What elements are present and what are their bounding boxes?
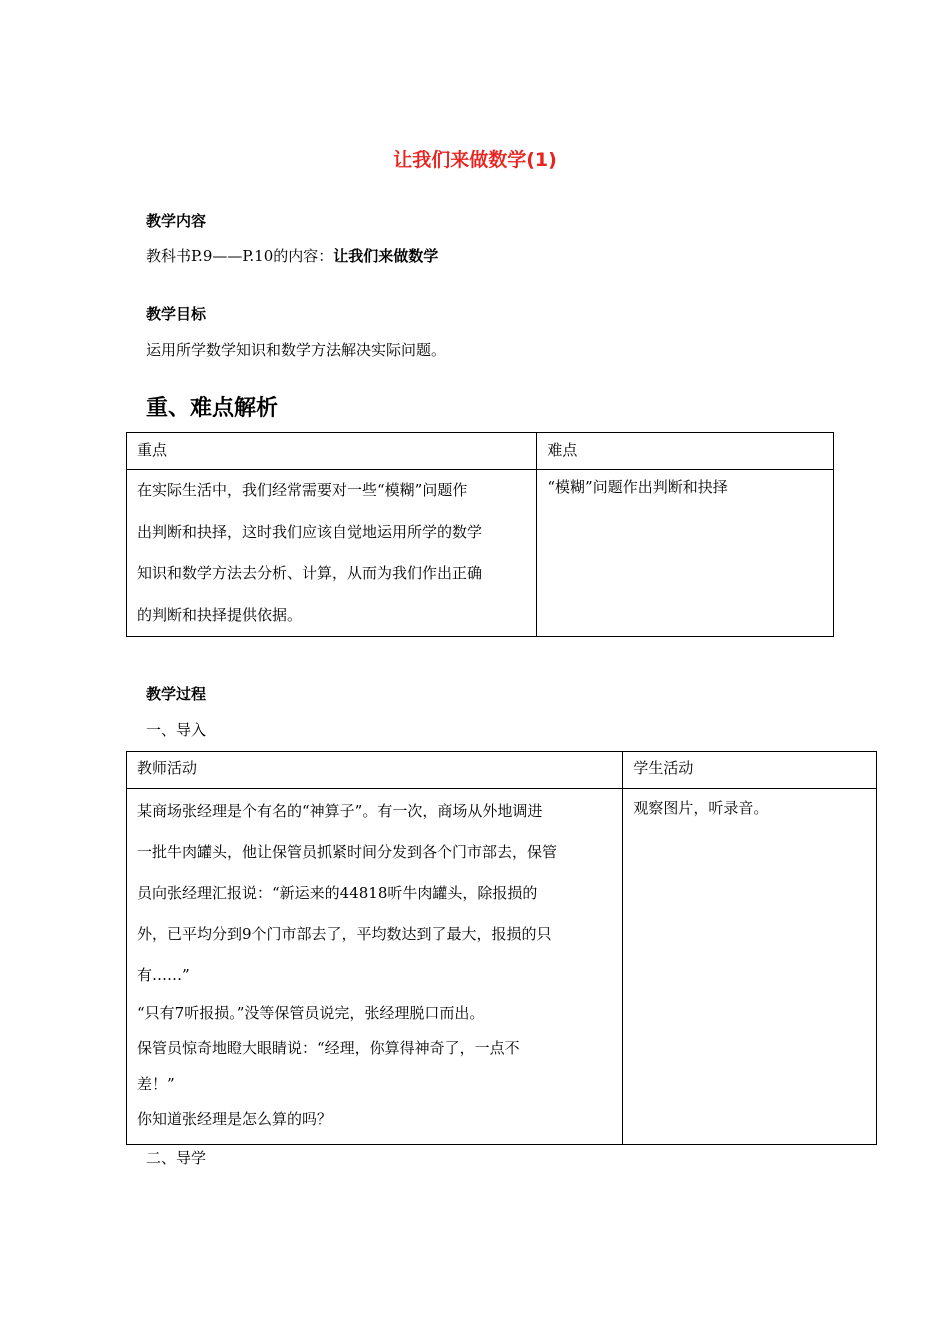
teacher-line: 你知道张经理是怎么算的吗？ [137,1110,333,1128]
teacher-line: 保管员惊奇地瞪大眼睛说：“经理，你算得神奇了，一点不 [137,1039,520,1057]
teacher-line: 某商场张经理是个有名的“神算子”。有一次，商场从外地调进 [137,802,543,820]
analysis-line: 出判断和抉择，这时我们应该自觉地运用所学的数学 [137,522,483,541]
teacher-line: 差！” [137,1075,175,1093]
teacher-line: 有……” [137,966,190,984]
content-bold: 让我们来做数学 [333,247,439,265]
content-heading: 教学内容 [146,212,207,230]
teacher-line: 外，已平均分到9个门市部去了，平均数达到了最大，报损的只 [137,925,552,943]
analysis-line: 的判断和抉择提供依据。 [137,605,303,624]
process-heading: 教学过程 [146,685,207,703]
section-intro-label: 一、导入 [146,721,207,739]
content-line [146,245,438,266]
teacher-line: 一批牛肉罐头，他让保管员抓紧时间分发到各个门市部去，保管 [137,843,558,861]
analysis-line: 在实际生活中，我们经常需要对一些“模糊”问题作 [137,481,468,499]
page-title: 让我们来做数学(1) [393,149,557,171]
section-guide-label: 二、导学 [146,1149,207,1167]
analysis-col2-header: 难点 [537,433,834,470]
student-activity-header: 学生活动 [623,752,877,789]
analysis-heading: 重、难点解析 [146,396,279,421]
analysis-line: 知识和数学方法去分析、计算，从而为我们作出正确 [137,564,483,582]
process-table [126,751,877,1145]
analysis-col1-cell [127,470,537,637]
teacher-activity-header: 教师活动 [127,752,623,789]
goal-text: 运用所学数学知识和数学方法解决实际问题。 [146,341,447,359]
content-prefix: 教科书P.9——P.10的内容： [146,247,334,265]
student-activity-cell: 观察图片，听录音。 [623,789,877,1145]
analysis-col2-cell: “模糊”问题作出判断和抉择 [537,470,834,637]
teacher-activity-cell [127,789,623,1145]
goal-heading: 教学目标 [146,305,207,323]
analysis-col1-header: 重点 [127,433,537,470]
teacher-line: 员向张经理汇报说：“新运来的44818听牛肉罐头，除报损的 [137,884,538,902]
analysis-table [126,432,834,637]
teacher-line: “只有7听报损。”没等保管员说完，张经理脱口而出。 [137,1004,485,1022]
